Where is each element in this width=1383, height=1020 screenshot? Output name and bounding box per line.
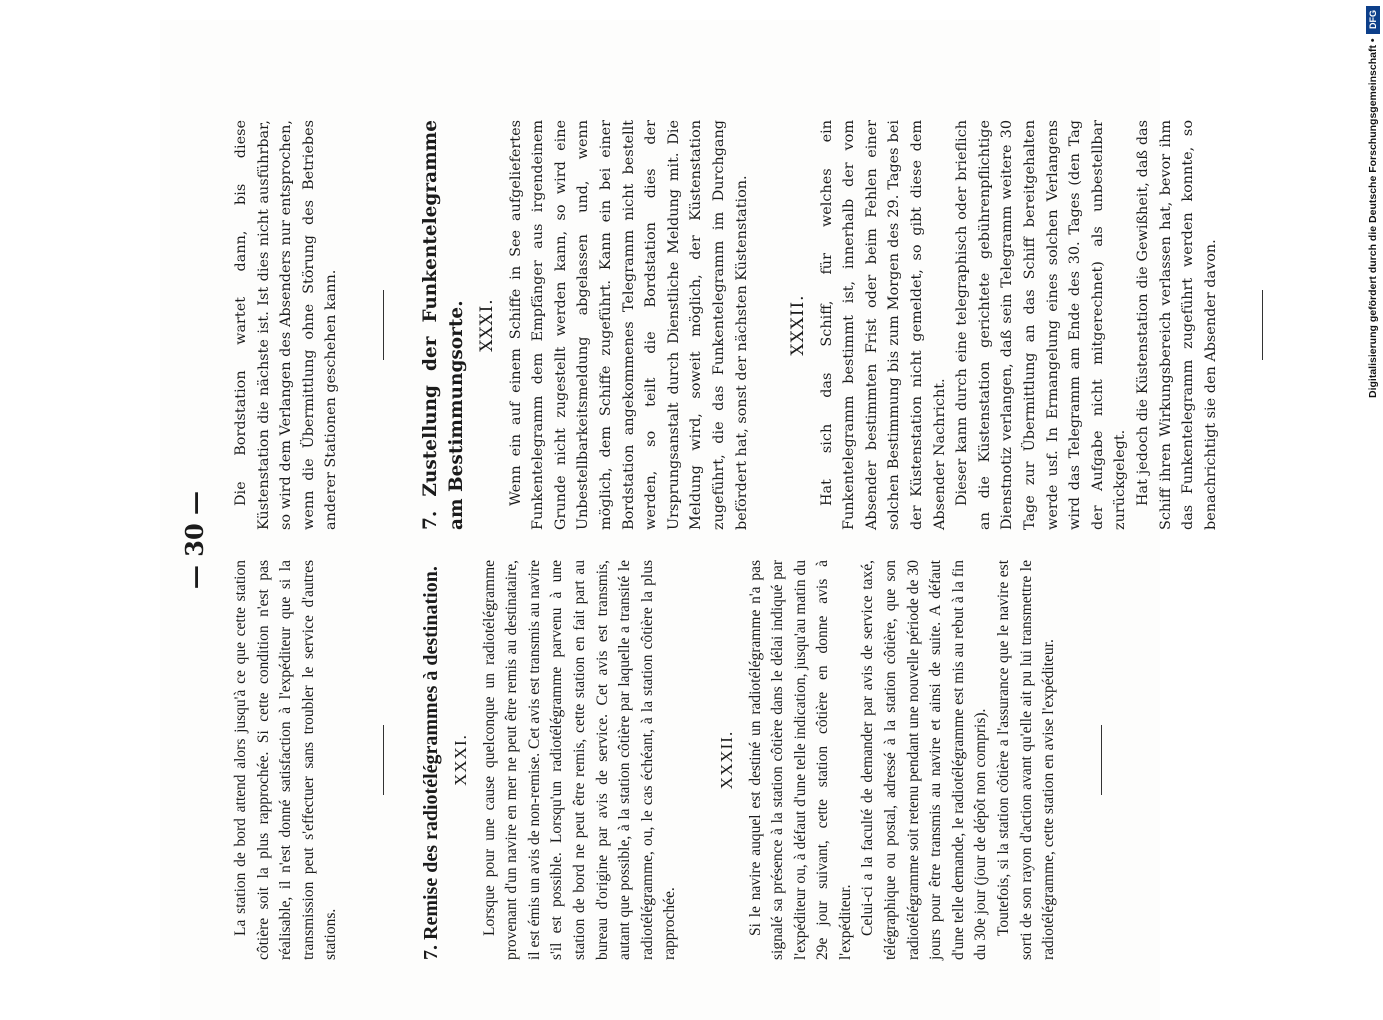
section-divider-bottom [1101, 725, 1102, 795]
section-divider-bottom [1262, 290, 1263, 360]
french-section-title-31: XXXI. [450, 734, 470, 786]
german-section-32-p2: Dieser kann durch eine telegraphisch oder brieflich an die Küstenstation gerichtete gebührenpflichtige Dienstnotiz verlangen, daß sein Telegramm weitere 30 Tage zur Übermittlung an das Schiff bereitgehalten werde usf. In Ermangelung eines solchen Verlangens wird das Telegramm am Ende des 30. Tages (den Tag der Aufgabe nicht mitgerechnet) als unbestellbar zurückgelegt. [954, 120, 1129, 530]
page-number: — 30 — [180, 490, 209, 590]
german-intro: Die Bordstation wartet dann, bis diese Küstenstation die nächste ist. Ist dies nicht ausführbar, so wird dem Verlangen des Absenders nur entsprochen, wenn die Übermittlung ohne Störung des Betriebes anderer Stationen geschehen kann. [233, 120, 340, 530]
french-column [230, 560, 1136, 960]
attribution-text: Digitalisierung gefördert durch die Deutsche Forschungsgemeinschaft • [1367, 38, 1379, 398]
french-intro: La station de bord attend alors jusqu'à ce que cette station côtière soit la plus rapprochée. Si cette condition n'est pas réalisable, il n'est donné satisfaction à l'expéditeur que si la transmission peut s'effectuer sans troubler le service d'autres stations. [232, 560, 340, 960]
french-section-32-p2: Celui-ci a la faculté de demander par avis de service taxé, télégraphique ou postal, adressé à la station côtière, que son radiotélégramme soit retenu pendant une nouvelle période de 30 jours pour être transmis au navire et ainsi de suite. A défaut d'une telle demande, le radiotélégramme est mis au rebut à la fin du 30e jour (jour de dépôt non compris). [859, 560, 990, 960]
french-section-32-p1: Si le navire auquel est destiné un radiotélégramme n'a pas signalé sa présence à la station côtière dans le délai indiqué par l'expéditeur ou, à défaut d'une telle indication, jusqu'au matin du 29e jour suivant, cette station côtière en donne avis à l'expéditeur. [746, 560, 854, 960]
french-section-title-32: XXXII. [716, 730, 736, 790]
rotated-page-content [160, 120, 1219, 960]
french-section-32-p3: Toutefois, si la station côtière a l'assurance que le navire est sorti de son rayon d'action avant qu'elle ait pu lui transmettre le radiotélégramme, cette station en avise l'expéditeur. [995, 560, 1058, 960]
german-section-32-p3: Hat jedoch die Küstenstation die Gewißheit, daß das Schiff ihren Wirkungsbereich verlassen hat, bevor ihm das Funkentelegramm zugeführt werden konnte, so benachrichtigt sie den Absender davon. [1135, 120, 1219, 530]
german-section-31-text: Wenn ein auf einem Schiffe in See aufgeliefertes Funkentelegramm dem Empfänger aus irgendeinem Grunde nicht zugestellt werden kann, so wird eine Unbestellbarkeitsmeldung abgelassen und, wenn möglich, dem Schiffe zugeführt. Kann ein bei einer Bordstation angekommenes Telegramm nicht bestellt werden, so teilt die Bordstation dies der Ursprungsanstalt durch Dienstliche Meldung mit. Die Meldung wird, soweit möglich, der Küstenstation zugeführt, die das Funkentelegramm im Durchgang befördert hat, sonst der nächsten Küstenstation. [507, 120, 750, 530]
section-divider [383, 290, 384, 360]
german-section-title-32: XXXII. [788, 294, 809, 356]
french-section-31-text: Lorsque pour une cause quelconque un radiotélégramme provenant d'un navire en mer ne peut être remis au destinataire, il est émis un avis de non-remise. Cet avis est transmis au navire s'il est possible. Lorsqu'un radiotélégramme parvenu à une station de bord ne peut être remis, cette station en fait part au bureau d'origine par avis de service. Cet avis est transmis, autant que possible, à la station côtière par laquelle a transité le radiotélégramme, ou, le cas échéant, à la station côtière la plus rapprochée. [480, 560, 679, 960]
section-divider [383, 725, 384, 795]
french-heading: 7. Remise des radiotélégrammes à destination. [419, 566, 442, 960]
dfg-logo: DFG [1366, 6, 1380, 34]
attribution-strip [1366, 6, 1380, 398]
german-column [230, 120, 1297, 530]
german-heading: 7. Zustellung der Funkentelegramme am Bestimmungsorte. [419, 120, 467, 530]
german-section-title-31: XXXI. [476, 298, 497, 352]
german-section-32-p1: Hat sich das Schiff, für welches ein Funkentelegramm bestimmt ist, innerhalb der vom Absender bestimmten Frist oder beim Fehlen einer solchen Bestimmung bis zum Morgen des 29. Tages bei der Küstenstation nicht gemeldet, so gibt diese dem Absender Nachricht. [818, 120, 948, 530]
